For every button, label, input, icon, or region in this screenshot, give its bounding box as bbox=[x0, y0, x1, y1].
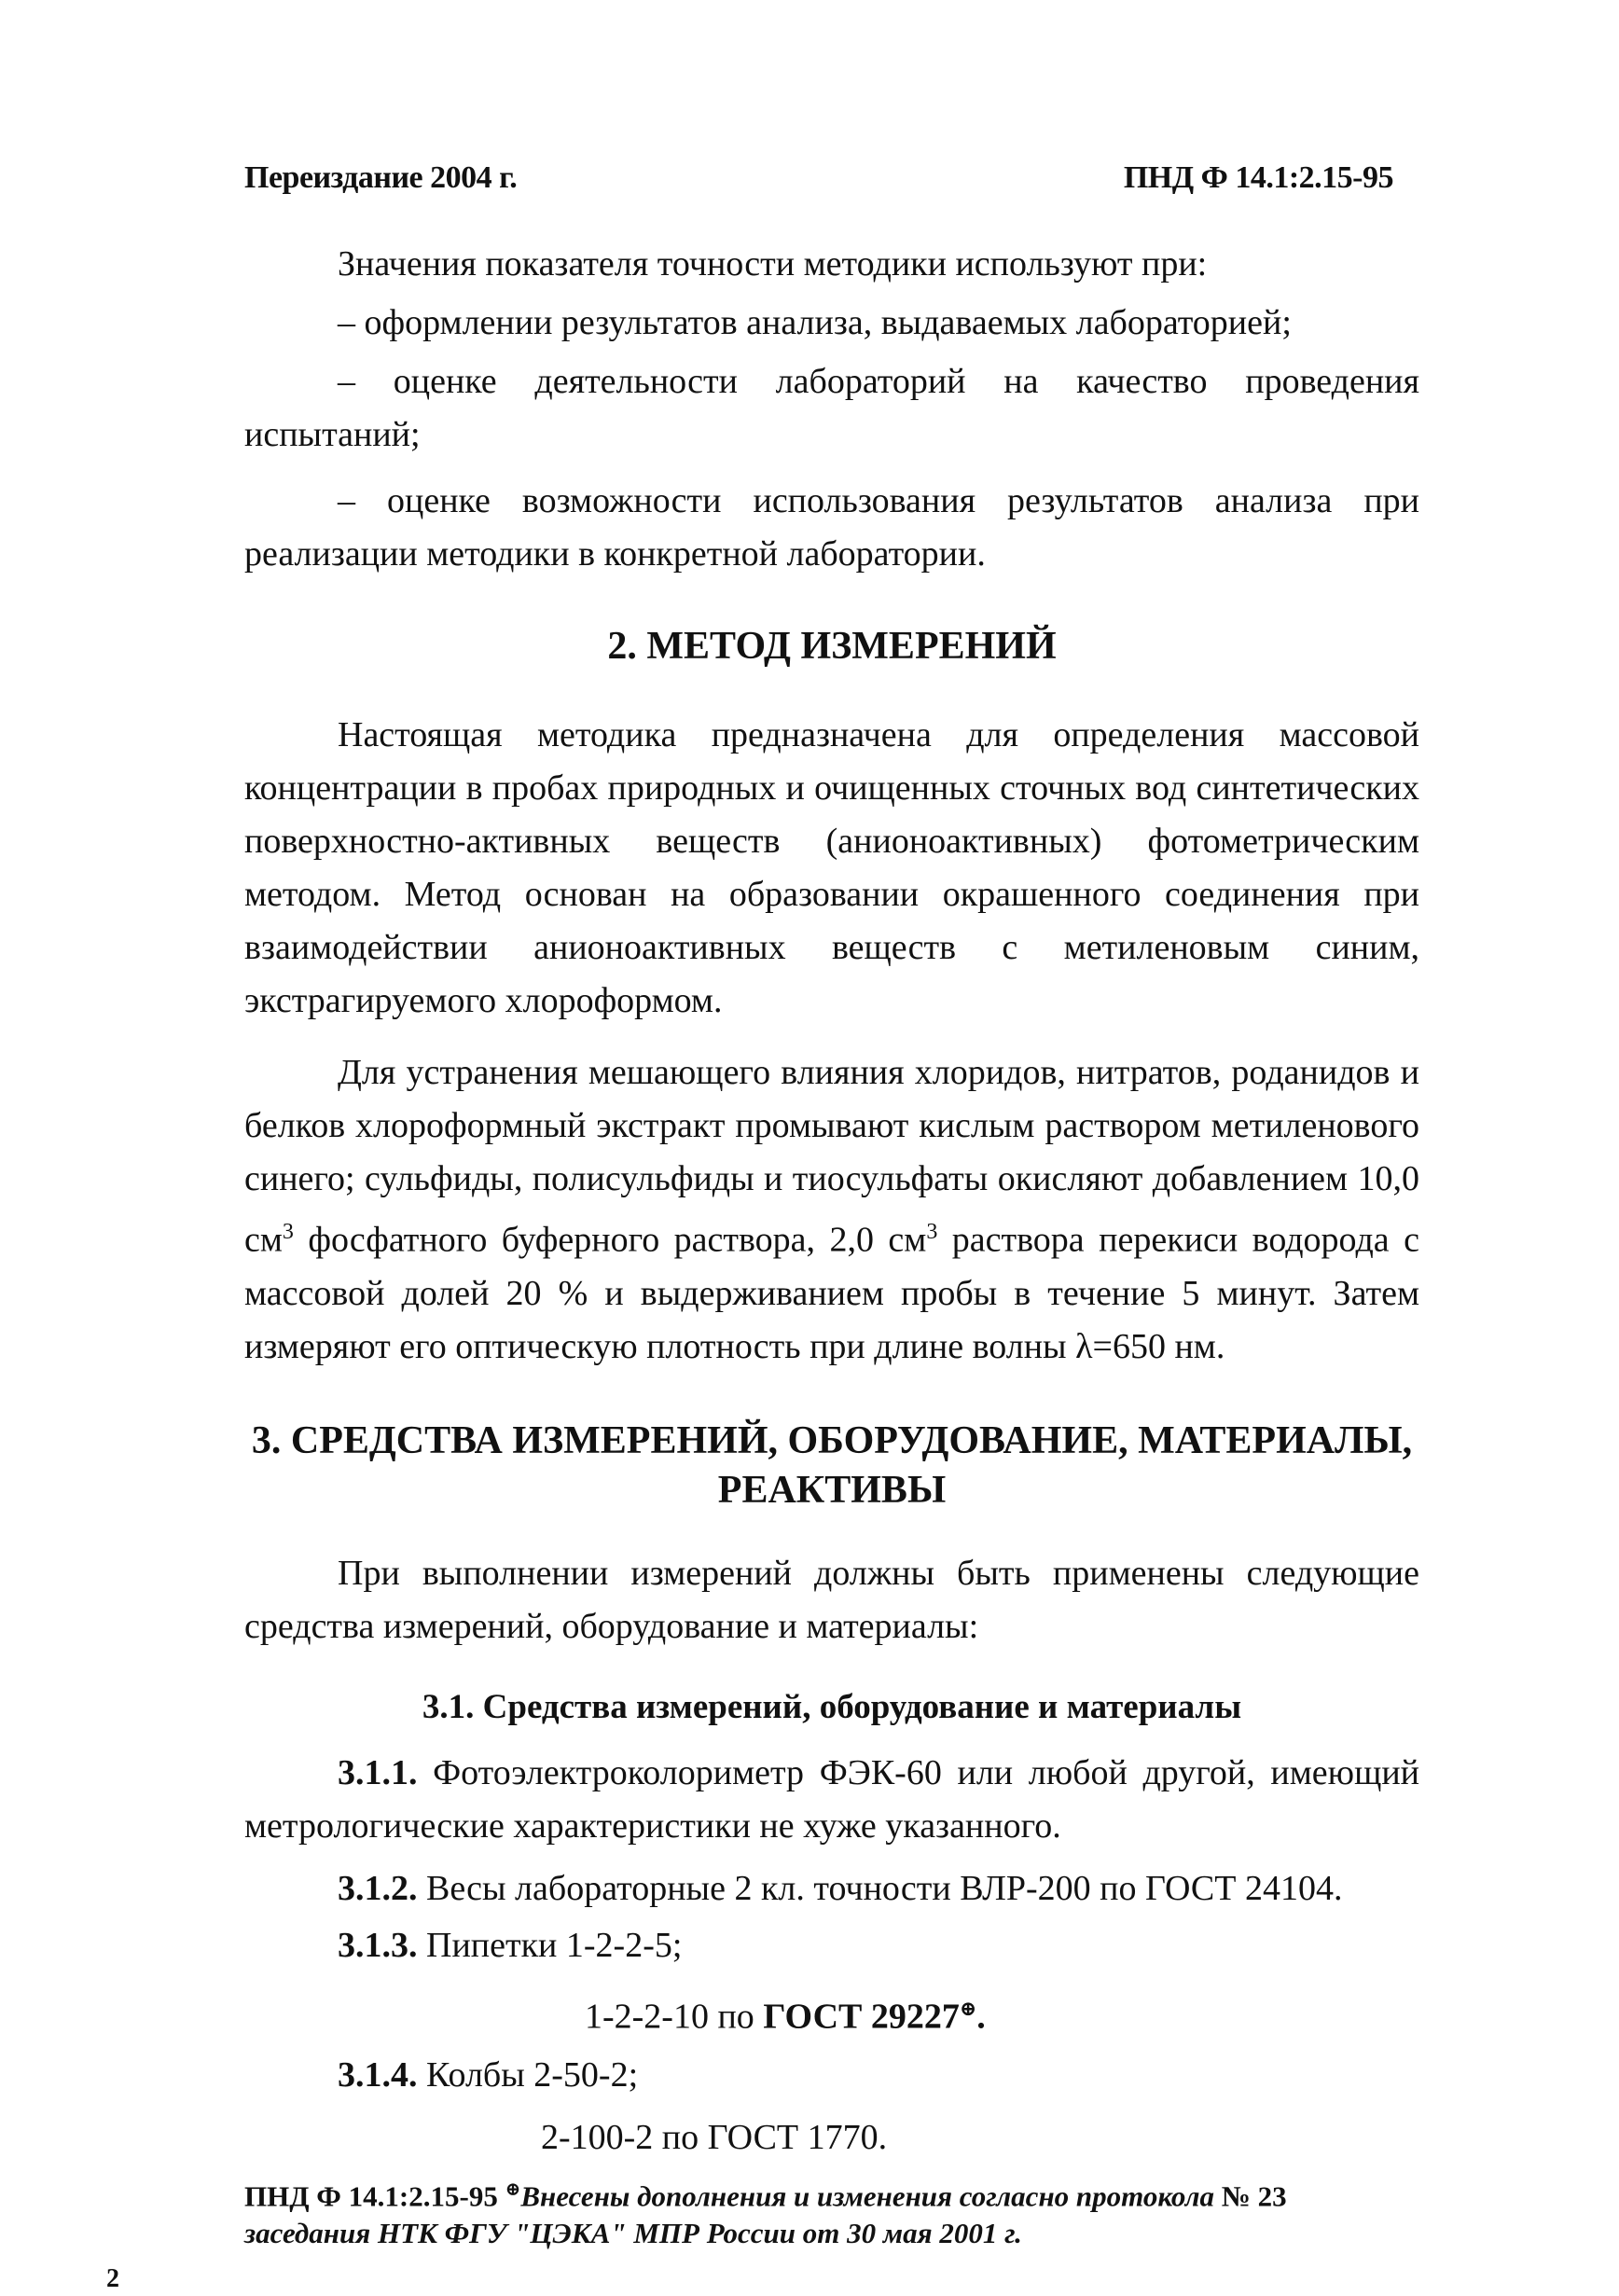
item-number: 3.1.4. bbox=[338, 2055, 418, 2095]
item-number: 3.1.2. bbox=[338, 1868, 418, 1908]
intro-bullet-2: – оценке деятельности лабораторий на качество проведения испытаний; bbox=[244, 362, 1419, 454]
item-3-1-3 bbox=[244, 1919, 1419, 1972]
item-3-1-3-continuation bbox=[244, 1982, 1419, 2044]
superscript-cm3-2: 3 bbox=[926, 1220, 938, 1244]
item-text: Колбы 2-50-2; bbox=[417, 2055, 639, 2095]
footnote-text-a: Внесены дополнения и изменения согласно протокола bbox=[520, 2179, 1222, 2213]
section-3-title-line-1: 3. СРЕДСТВА ИЗМЕРЕНИЙ, ОБОРУДОВАНИЕ, МАТЕРИАЛЫ, bbox=[251, 1418, 1413, 1462]
section-2-title: 2. МЕТОД ИЗМЕРЕНИЙ bbox=[607, 625, 1057, 668]
pipette-spec: 1-2-2-10 по bbox=[585, 1997, 764, 2037]
reissue-label: Переиздание 2004 г. bbox=[244, 160, 518, 195]
intro-bullet-3: – оценке возможности использования результатов анализа при реализации методики в конкретной лаборатории. bbox=[244, 481, 1419, 574]
item-3-1-4-continuation: 2-100-2 по ГОСТ 1770. bbox=[541, 2118, 888, 2158]
footnote-code: ПНД Ф 14.1:2.15-95 bbox=[244, 2179, 498, 2213]
intro-lead: Значения показателя точности методики используют при: bbox=[338, 244, 1208, 284]
item-number: 3.1.1. bbox=[338, 1752, 418, 1792]
section-3-title bbox=[244, 1417, 1419, 1515]
page-header bbox=[244, 160, 1393, 198]
item-3-1-4 bbox=[244, 2049, 1419, 2102]
page-number: 2 bbox=[106, 2264, 119, 2293]
paragraph-2-text-c: раствора перекиси водорода с массовой долей 20 % и выдерживанием пробы в течение 5 минут. Затем измеряют его оптическую плотность при длине волны λ=650 нм. bbox=[244, 1220, 1419, 1366]
section-2-paragraph-1: Настоящая методика предназначена для определения массовой концентрации в пробах природных и очищенных сточных вод синтетических поверхностно-активных веществ (анионоактивных) фотометрическим методом. Метод основан на образовании окрашенного соединения при взаимодействии анионоактивных веществ с метиленовым синим, экстрагируемого хлороформом. bbox=[244, 715, 1419, 1020]
intro-bullet-1: – оформлении результатов анализа, выдаваемых лабораторией; bbox=[338, 303, 1292, 342]
gost-reference: ГОСТ 29227 bbox=[763, 1997, 960, 2037]
page-body bbox=[244, 238, 1419, 2165]
paragraph-2-text-b: фосфатного буферного раствора, 2,0 см bbox=[293, 1220, 927, 1260]
document-code: ПНД Ф 14.1:2.15-95 bbox=[1123, 160, 1393, 195]
protocol-number: № 23 bbox=[1221, 2179, 1287, 2213]
footnote-marker: ⊕ bbox=[959, 1996, 977, 2020]
item-3-1-1 bbox=[244, 1747, 1419, 1853]
footnote-marker: ⊕ bbox=[505, 2179, 521, 2200]
superscript-cm3-1: 3 bbox=[282, 1220, 294, 1244]
paragraph-2-text-a: Для устранения мешающего влияния хлоридов, нитратов, роданидов и белков хлороформный экстракт промывают кислым раствором метиленового синего; сульфиды, полисульфиды и тиосульфаты окисляют добавлением 10,0 см bbox=[244, 1053, 1419, 1260]
subsection-3-1-title: 3.1. Средства измерений, оборудование и материалы bbox=[422, 1687, 1242, 1726]
footnote-text-b: заседания НТК ФГУ "ЦЭКА" МПР России от 30 мая 2001 г. bbox=[244, 2217, 1022, 2250]
item-3-1-2 bbox=[244, 1862, 1419, 1916]
item-text: Фотоэлектроколориметр ФЭК-60 или любой другой, имеющий метрологические характеристики не хуже указанного. bbox=[244, 1752, 1419, 1846]
section-3-title-line-2: РЕАКТИВЫ bbox=[717, 1468, 947, 1512]
section-3-intro: При выполнении измерений должны быть применены следующие средства измерений, оборудование и материалы: bbox=[244, 1553, 1419, 1646]
item-number: 3.1.3. bbox=[338, 1925, 418, 1965]
item-text: Пипетки 1-2-2-5; bbox=[417, 1925, 683, 1965]
footnote bbox=[244, 2171, 1419, 2252]
period: . bbox=[976, 1997, 986, 2037]
section-2-paragraph-2 bbox=[244, 1046, 1419, 1374]
item-text: Весы лабораторные 2 кл. точности ВЛР-200 по ГОСТ 24104. bbox=[417, 1868, 1343, 1908]
